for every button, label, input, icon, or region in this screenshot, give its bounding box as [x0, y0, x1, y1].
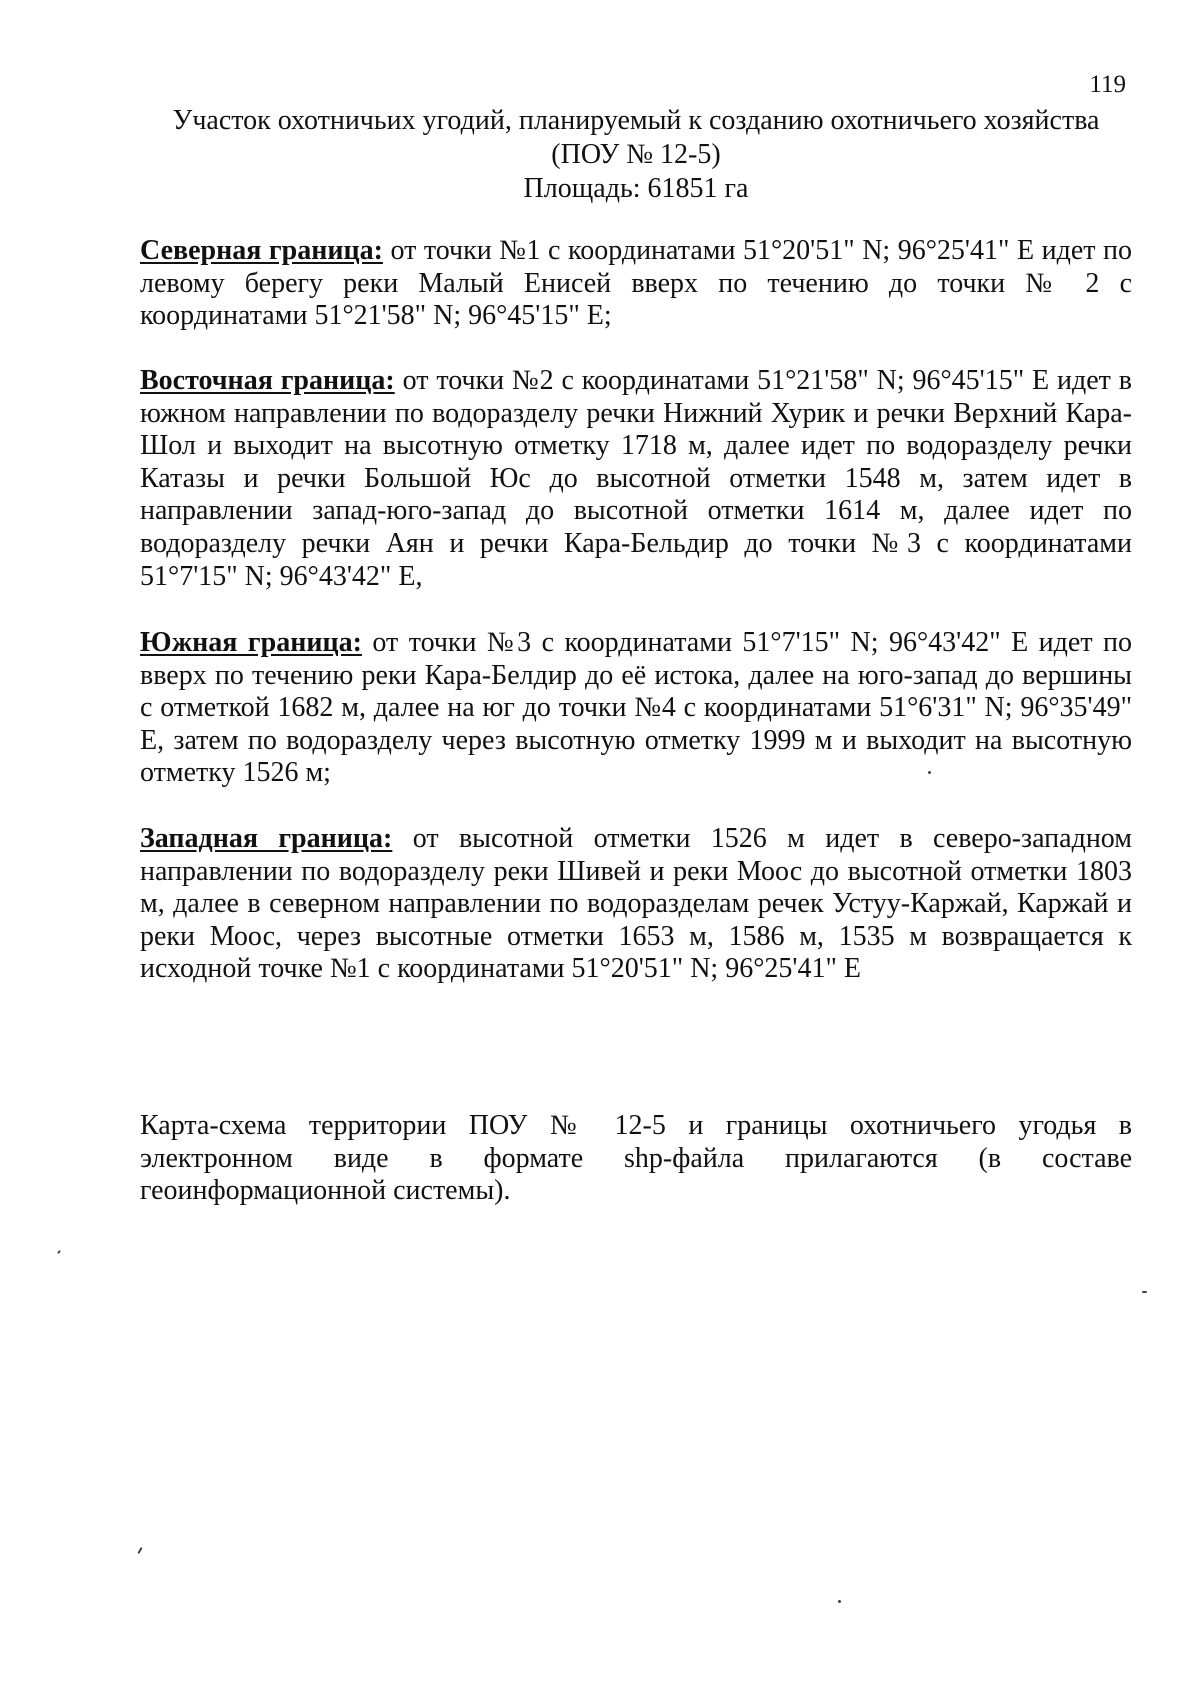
north-boundary-paragraph: [140, 235, 1132, 333]
page-number: 119: [1089, 71, 1126, 98]
east-boundary-heading: Восточная граница:: [140, 365, 395, 396]
north-boundary-text: от точки №1 с координатами 51°20'51" N; 96°25'41" E идет по левому берегу реки Малый Енисей вверх по течению до точки № 2 с координатами 51°21'58" N; 96°45'15" E;: [140, 235, 1133, 332]
title-line-1: Участок охотничьих угодий, планируемый к созданию охотничьего хозяйства: [172, 105, 1100, 136]
east-boundary-text: от точки №2 с координатами 51°21'58" N; 96°45'15" E идет в южном направлении по водоразделу речки Нижний Хурик и речки Верхний Кара-Шол и выходит на высотную отметку 1718 м, далее идет по водоразделу речки Катазы и речки Большой Юс до высотной отметки 1548 м, затем идет в направлении запад-юго-запад до высотной отметки 1614 м, далее идет по водоразделу речки Аян и речки Кара-Бельдир до точки №3 с координатами 51°7'15" N; 96°43'42" E,: [140, 365, 1132, 592]
document-title: [140, 104, 1132, 206]
scan-speck: [928, 771, 931, 774]
south-boundary-text: от точки №3 с координатами 51°7'15" N; 96°43'42" E идет по вверх по течению реки Кара-Белдир до её истока, далее на юго-запад до вершины с отметкой 1682 м, далее на юг до точки №4 с координатами 51°6'31" N; 96°35'49" E, затем по водоразделу через высотную отметку 1999 м и выходит на высотную отметку 1526 м;: [140, 627, 1132, 789]
scan-speck: [57, 1250, 61, 1254]
scan-speck: [137, 1547, 142, 1554]
title-line-2: (ПОУ № 12-5): [551, 139, 721, 170]
east-boundary-paragraph: [140, 365, 1132, 593]
scan-speck: [838, 1600, 841, 1603]
south-boundary-heading: Южная граница:: [140, 627, 362, 658]
scan-speck: [1142, 1291, 1147, 1293]
north-boundary-heading: Северная граница:: [140, 235, 383, 266]
west-boundary-text: от высотной отметки 1526 м идет в северо-западном направлении по водоразделу реки Шивей и реки Моос до высотной отметки 1803 м, далее в северном направлении по водоразделам речек Устуу-Каржай, Каржай и реки Моос, через высотные отметки 1653 м, 1586 м, 1535 м возвращается к исходной точке №1 с координатами 51°20'51" N; 96°25'41" E: [140, 823, 1132, 985]
south-boundary-paragraph: [140, 627, 1132, 790]
map-scheme-note: Карта-схема территории ПОУ № 12-5 и границы охотничьего угодья в электронном виде в формате shp-файла прилагаются (в составе геоинформационной системы).: [140, 1110, 1132, 1207]
west-boundary-heading: Западная граница:: [140, 823, 393, 854]
west-boundary-paragraph: [140, 823, 1132, 986]
title-line-3: Площадь: 61851 га: [523, 173, 749, 204]
